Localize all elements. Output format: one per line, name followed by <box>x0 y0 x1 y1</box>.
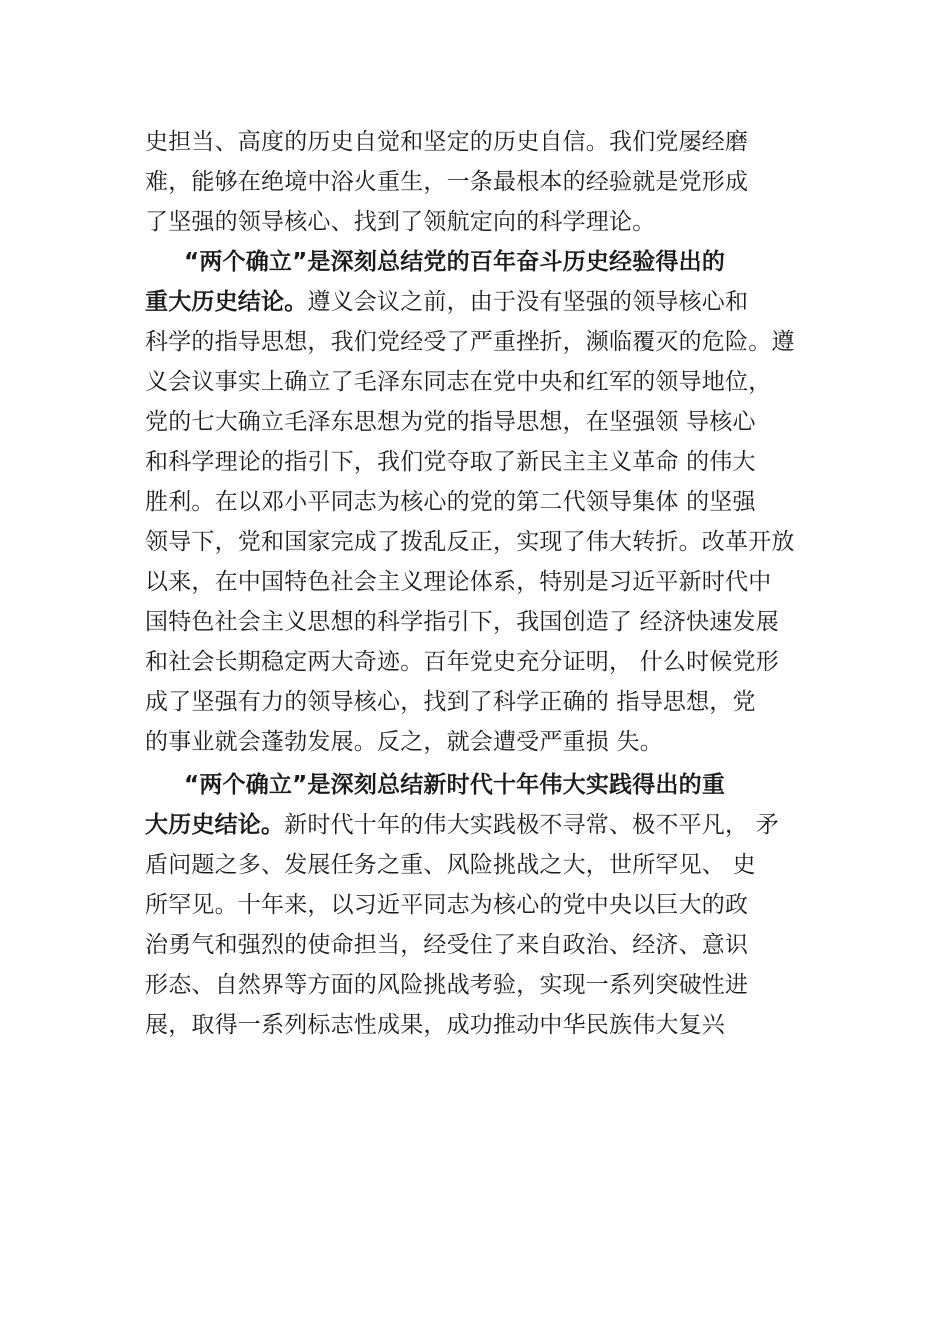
text-line: 治勇气和强烈的使命担当，经受住了来自政治、经济、意识 <box>145 932 749 958</box>
text-line: 难，能够在绝境中浴火重生，一条最根本的经验就是党形成 <box>145 169 749 195</box>
text-line <box>145 282 845 322</box>
text-line <box>145 805 845 845</box>
text-run: 遵义会议之前，由于没有坚强的领导核心和 <box>307 289 749 315</box>
text-line: 形态、自然界等方面的风险挑战考验，实现一系列突破性进 <box>145 972 749 998</box>
text-line: 盾问题之多、发展任务之重、风险挑战之大，世所罕见、 史 <box>145 852 756 878</box>
section-heading-end: 大历史结论。 <box>145 812 285 838</box>
text-line: 和科学理论的指引下，我们党夺取了新民主主义革命 的伟大 <box>145 449 756 475</box>
section-heading-end: 重大历史结论。 <box>145 289 308 315</box>
text-line: 和社会长期稳定两大奇迹。百年党史充分证明， 什么时候党形 <box>145 649 779 675</box>
text-line: 所罕见。十年来，以习近平同志为核心的党中央以巨大的政 <box>145 892 749 918</box>
text-line: 展，取得一系列标志性成果，成功推动中华民族伟大复兴 <box>145 1012 725 1038</box>
section-heading: “两个确立”是深刻总结党的百年奋斗历史经验得出的 <box>184 249 726 275</box>
text-line: 义会议事实上确立了毛泽东同志在党中央和红军的领导地位， <box>145 369 772 395</box>
text-line: 的事业就会蓬勃发展。反之，就会遭受严重损 失。 <box>145 729 663 755</box>
section-heading: “两个确立”是深刻总结新时代十年伟大实践得出的重 <box>184 772 726 798</box>
text-line: 国特色社会主义思想的科学指引下，我国创造了 经济快速发展 <box>145 609 779 635</box>
text-run: 新时代十年的伟大实践极不寻常、极不平凡， 矛 <box>284 812 779 838</box>
text-line: 科学的指导思想，我们党经受了严重挫折，濒临覆灭的危险。遵 <box>145 329 795 355</box>
text-line: 领导下，党和国家完成了拨乱反正，实现了伟大转折。改革开放 <box>145 529 795 555</box>
text-line: 了坚强的领导核心、找到了领航定向的科学理论。 <box>145 209 656 235</box>
text-line: 党的七大确立毛泽东思想为党的指导思想，在坚强领 导核心 <box>145 409 756 435</box>
text-line: 史担当、高度的历史自觉和坚定的历史自信。我们党屡经磨 <box>145 129 749 155</box>
text-line: 以来，在中国特色社会主义理论体系，特别是习近平新时代中 <box>145 569 772 595</box>
text-line: 胜利。在以邓小平同志为核心的党的第二代领导集体 的坚强 <box>145 489 756 515</box>
text-line: 成了坚强有力的领导核心，找到了科学正确的 指导思想，党 <box>145 689 756 715</box>
